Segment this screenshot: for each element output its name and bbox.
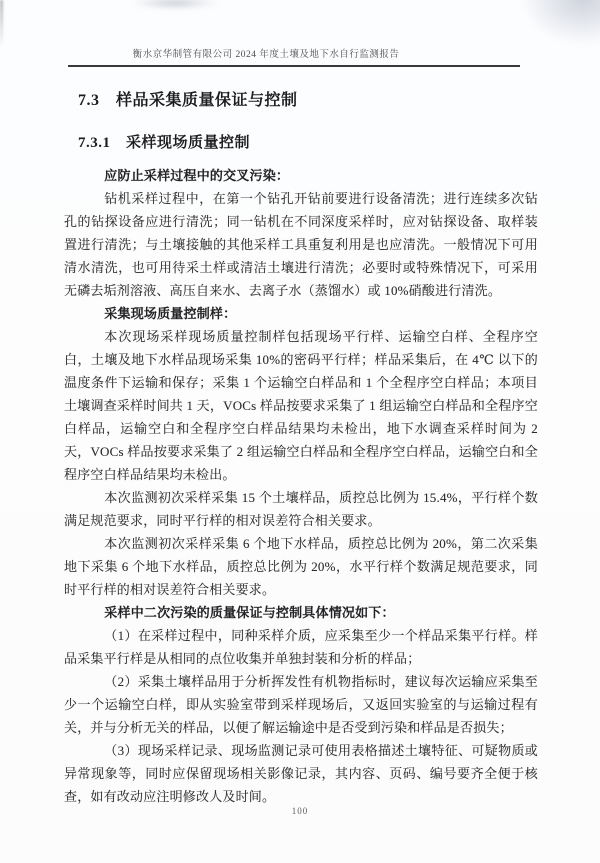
- paragraph-item-1-parallel-samples: （1）在采样过程中，同种采样介质，应采集至少一个样品采集平行样。样品采集平行样是从相同的点位收集并单独封装和分析的样品；: [64, 628, 538, 666]
- scan-artifact-edge: [0, 0, 3, 48]
- paragraph-item-2-transport-blanks: （2）采集土壤样品用于分析挥发性有机物指标时，建议每次运输应采集至少一个运输空白样，即从实验室带到采样现场后，又返回实验室的与运输过程有关，并与分析无关的样品，以便了解运输途中是否受到污染和样品是否损失；: [64, 674, 538, 735]
- paragraph-groundwater-qc-ratio: 本次监测初次采样采集 6 个地下水样品，质控总比例为 20%，第二次采集地下采集 6 个地下水样品，质控总比例为 20%，水平行样个数满足规范要求，同时平行样的相对误差符合相关要求。: [64, 536, 538, 597]
- paragraph-soil-qc-ratio: 本次监测初次采样采集 15 个土壤样品，质控总比例为 15.4%，平行样个数满足规范要求，同时平行样的相对误差符合相关要求。: [64, 490, 538, 528]
- paragraph-secondary-pollution-heading: 采样中二次污染的质量保证与控制具体情况如下：: [104, 605, 395, 620]
- paragraph-field-qc-samples-heading: 采集现场质量控制样：: [104, 306, 237, 321]
- page-content: [64, 90, 538, 808]
- subsection-heading: 7.3.1 采样现场质量控制: [78, 135, 251, 151]
- running-header-title: 衡水京华制管有限公司 2024 年度土壤及地下水自行监测报告: [132, 50, 400, 60]
- page-footer: [0, 806, 600, 816]
- scan-artifact-smudge: [130, 0, 220, 10]
- page-number: 100: [291, 806, 309, 816]
- paragraph-field-qc-samples-detail: 本次现场采样现场质量控制样包括现场平行样、运输空白样、全程序空白，土壤及地下水样品现场采集 10%的密码平行样；样品采集后，在 4℃ 以下的温度条件下运输和保存；采集 1 个运输空白样品和 1 个全程序空白样品；本项目土壤调查采样时间共 1 天，VOCs 样品按要求采集了 1 组运输空白样品和全程序空白样品，运输空白和全程序空白样品结果均未检出，地下水调查采样时间为 2 天，VOCs 样品按要求采集了 2 组运输空白样品和全程序空白样品，运输空白和全程序空白样品结果均未检出。: [64, 329, 538, 482]
- paragraph-item-3-field-records: （3）现场采样记录、现场监测记录可使用表格描述土壤特征、可疑物质或异常现象等，同时应保留现场相关影像记录，其内容、页码、编号要齐全便于核查，如有改动应注明修改人及时间。: [64, 743, 538, 804]
- scan-artifact-smudge: [520, 0, 600, 46]
- paragraph-drill-equipment-cleaning: 钻机采样过程中，在第一个钻孔开钻前要进行设备清洗；进行连续多次钻孔的钻探设备应进行清洗；同一钻机在不同深度采样时，应对钻探设备、取样装置进行清洗；与土壤接触的其他采样工具重复利用是也应清洗。一般情况下可用清水清洗，也可用待采土样或清洁土壤进行清洗；必要时或特殊情况下，可采用无磷去垢剂溶液、高压自来水、去离子水（蒸馏水）或 10%硝酸进行清洗。: [64, 191, 538, 298]
- running-header: [68, 46, 520, 67]
- paragraph-cross-contamination-heading: 应防止采样过程中的交叉污染：: [104, 168, 290, 183]
- body-text: [64, 164, 538, 808]
- section-heading: 7.3 样品采集质量保证与控制: [78, 92, 298, 109]
